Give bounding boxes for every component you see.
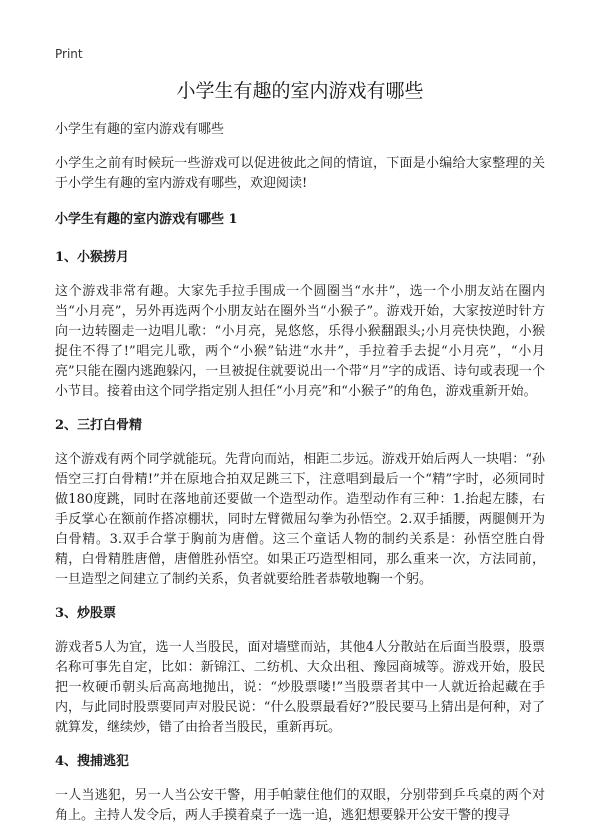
print-link[interactable]: Print — [55, 47, 83, 61]
section-body-1: 这个游戏非常有趣。大家先手拉手围成一个圆圈当“水井”，选一个小朋友站在圈内当“小月亮”，另外再选两个小朋友站在圈外当“小猴子”。游戏开始，大家按逆时针方向一边转圈走一边唱儿歌：“小月亮，晃悠悠，乐得小猴翻跟头;小月亮快快跑，小猴捉住不得了!”唱完儿歌，两个“小猴”钻进“水井”，手拉着手去捉“小月亮”，“小月亮”只能在圈内逃跑躲闪，一旦被捉住就要说出一个带“月”字的成语、诗句或表现一个小节目。接着由这个同学指定别人担任“小月亮”和“小猴子”的角色，游戏重新开始。 — [55, 284, 545, 399]
section-heading-2: 2、三打白骨精 — [55, 418, 143, 433]
main-section-heading: 小学生有趣的室内游戏有哪些 1 — [55, 212, 238, 227]
section-body-2: 这个游戏有两个同学就能玩。先背向而站，相距二步远。游戏开始后两人一块唱：“孙悟空三打白骨精!”并在原地合拍双足跳三下，注意唱到最后一个“精”字时，必须同时做180度跳，同时在落地前还要做一个造型动作。造型动作有三种：1.抬起左膝，右手反掌心在额前作搭凉棚状，同时左臂微屈勾拳为孙悟空。2.双手插腰，两腿侧开为白骨精。3.双手合掌于胸前为唐僧。这三个童话人物的制约关系是：孙悟空胜白骨精，白骨精胜唐僧，唐僧胜孙悟空。如果正巧造型相同，那么重来一次，方法同前，一旦造型之间建立了制约关系，负者就要给胜者恭敬地鞠一个躬。 — [55, 452, 545, 587]
section-body-3: 游戏者5人为宜，选一人当股民，面对墙壁而站，其他4人分散站在后面当股票，股票名称可事先自定，比如：新锦江、二纺机、大众出租、豫园商城等。游戏开始，股民把一枚硬币朝头后高高地抛出，说：“炒股票喽!”当股票者其中一人就近拾起藏在手内，与此同时股票要同声对股民说：“什么股票最看好?”股民要马上猜出是何种，对了就算发，继续炒，错了由拾者当股民，重新再玩。 — [55, 640, 545, 735]
article-subtitle: 小学生有趣的室内游戏有哪些 — [55, 122, 225, 137]
section-body-4: 一人当逃犯，另一人当公安干警，用手帕蒙住他们的双眼，分别带到乒乓桌的两个对角上。主持人发令后，两人手摸着桌子一选一追，逃犯想要躲开公安干警的搜寻 — [55, 788, 545, 823]
section-heading-4: 4、搜捕逃犯 — [55, 754, 130, 769]
page-title: 小学生有趣的室内游戏有哪些 — [176, 80, 424, 102]
section-heading-1: 1、小猴捞月 — [55, 250, 130, 265]
intro-paragraph: 小学生之前有时候玩一些游戏可以促进彼此之间的情谊，下面是小编给大家整理的关于小学生有趣的室内游戏有哪些，欢迎阅读! — [55, 156, 545, 191]
section-heading-3: 3、炒股票 — [55, 606, 117, 621]
article-body — [55, 120, 545, 828]
